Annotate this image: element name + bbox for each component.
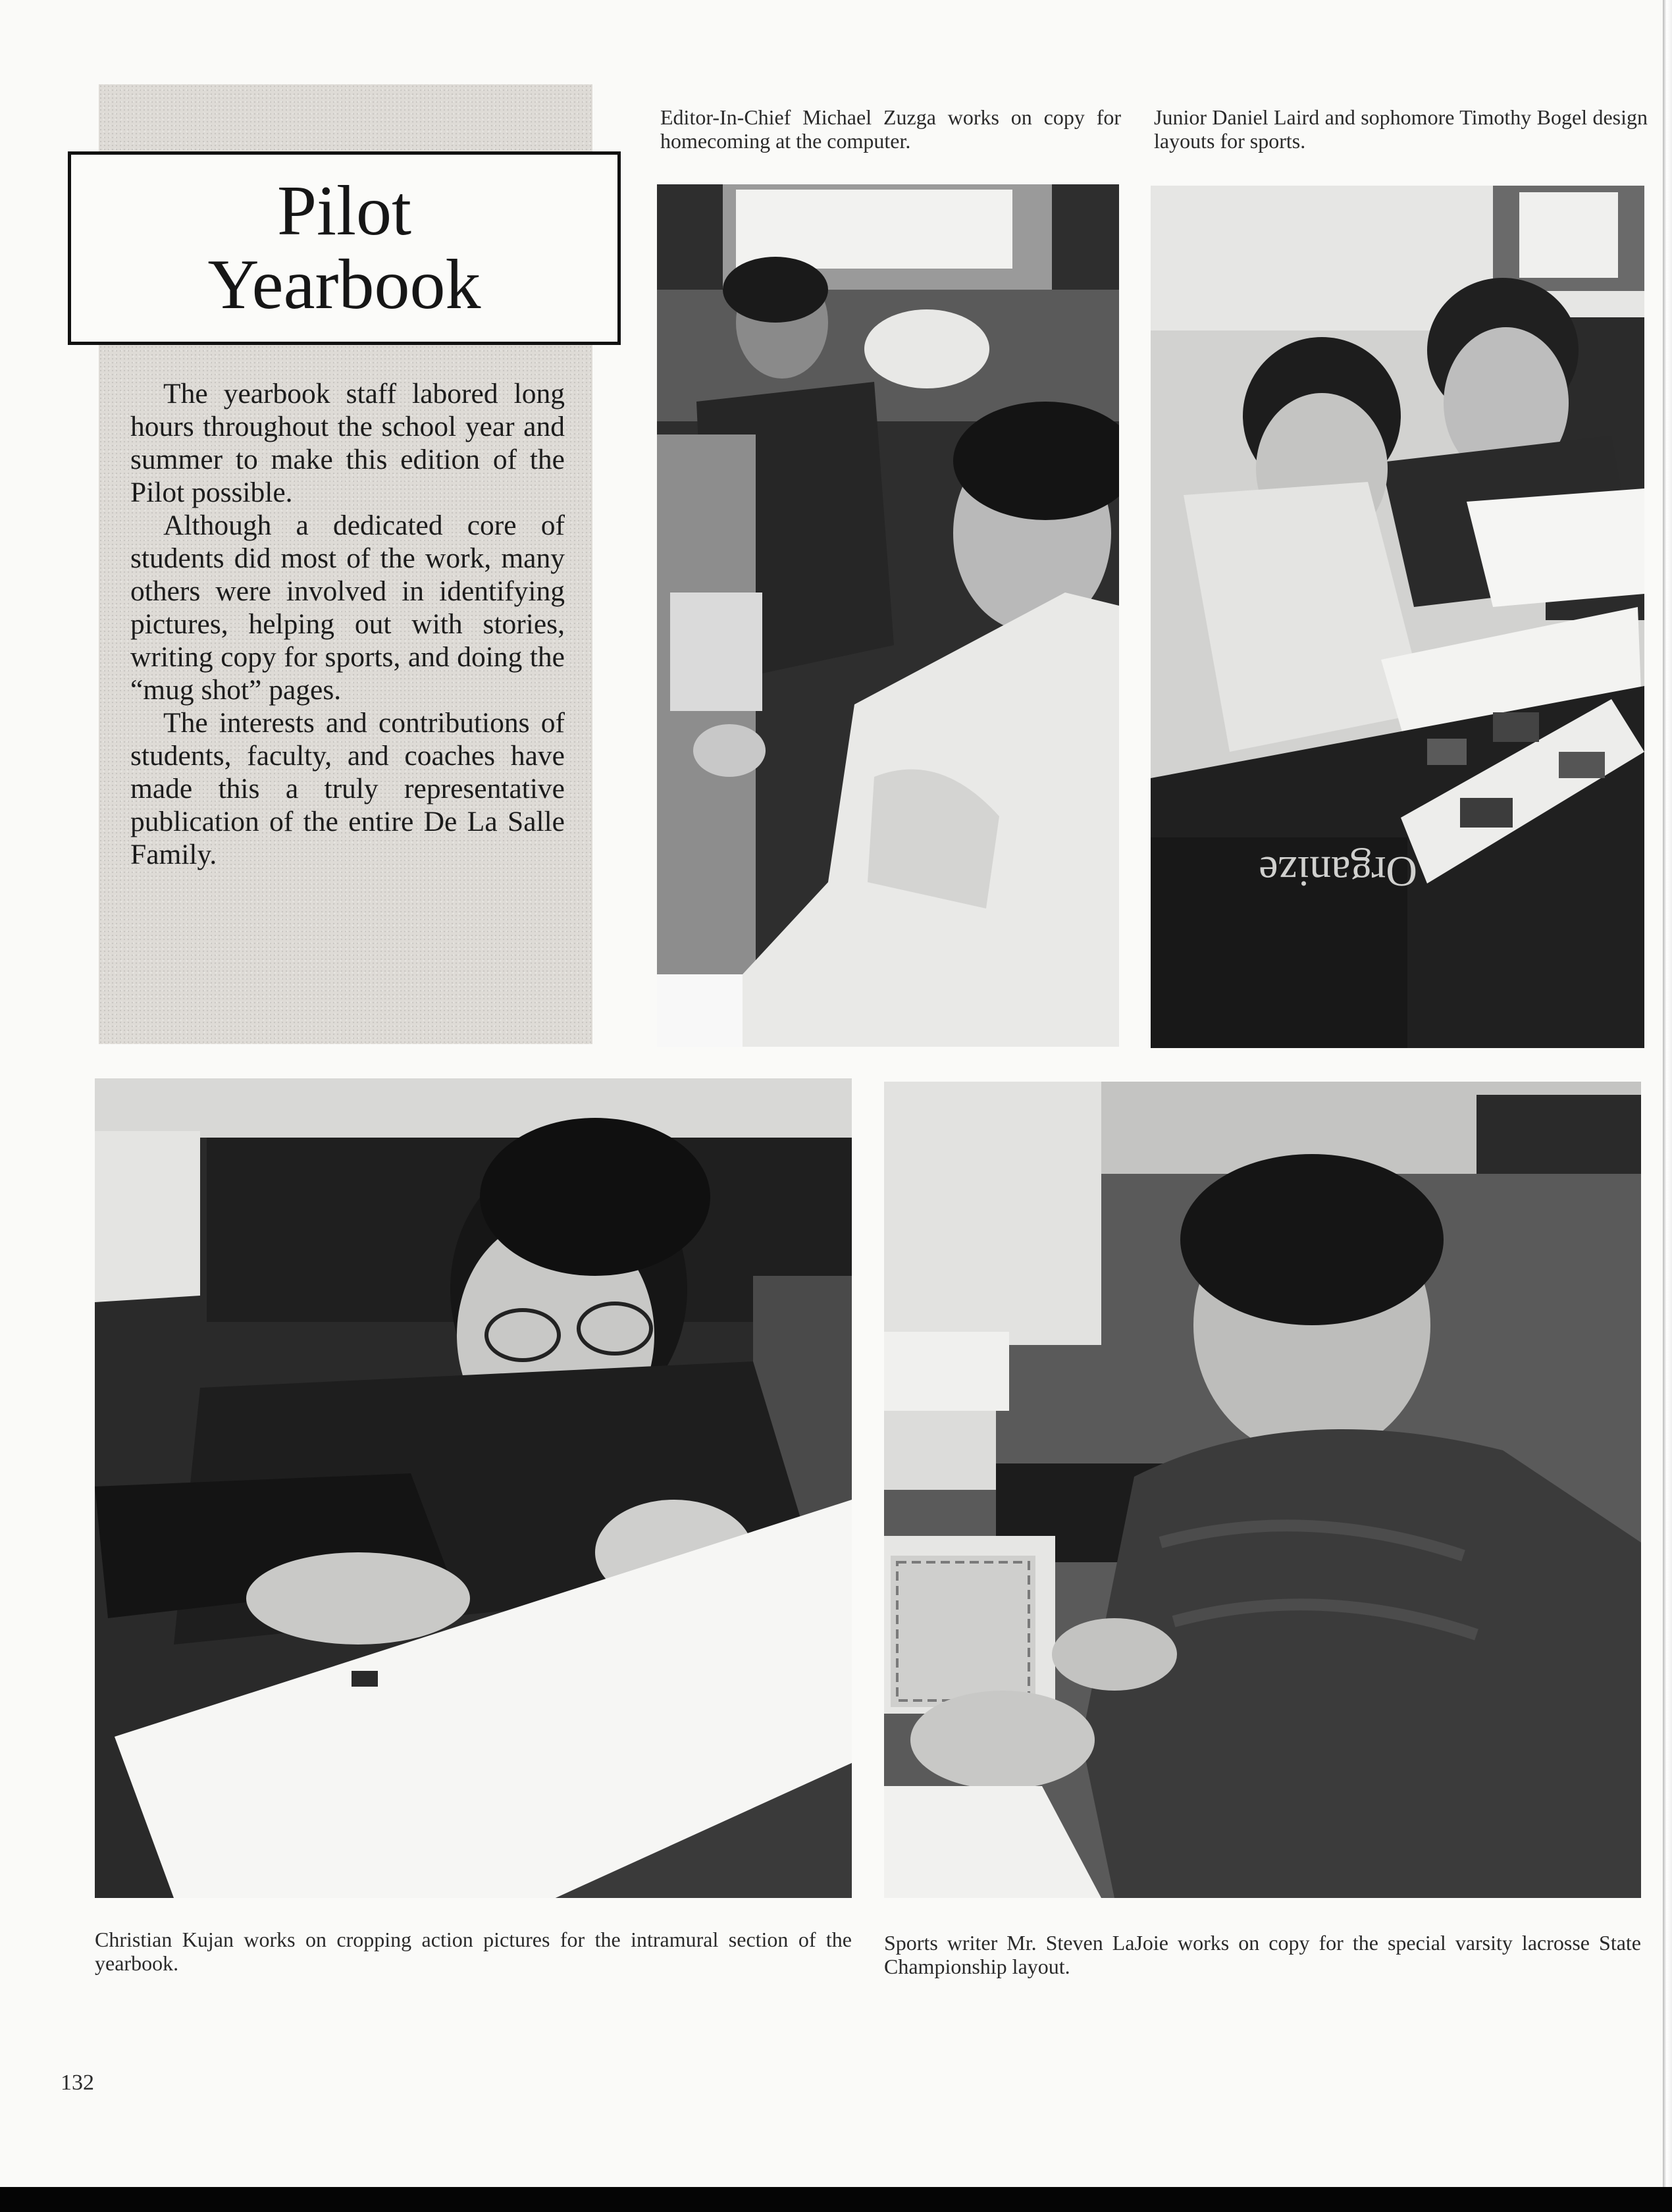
photo-sports-writer	[884, 1082, 1641, 1898]
photo-layout-design-image	[1151, 186, 1644, 1048]
binder-label: Organize	[1259, 847, 1417, 895]
page-number: 132	[61, 2070, 94, 2095]
page-title-line-2: Yearbook	[207, 246, 481, 324]
caption-photo-3: Christian Kujan works on cropping action pictures for the intramural section of the yearbook.	[95, 1928, 852, 1975]
intro-copy	[130, 377, 565, 871]
caption-photo-2: Junior Daniel Laird and sophomore Timothy Bogel design layouts for sports.	[1154, 105, 1648, 153]
page-title-line-1: Pilot	[276, 172, 412, 250]
photo-editor-at-computer-image	[657, 184, 1119, 1047]
photo-cropping-pictures-image	[95, 1078, 852, 1898]
intro-paragraph: The yearbook staff labored long hours throughout the school year and summer to make this edition of the Pilot possible.	[130, 378, 565, 508]
photo-cropping-pictures	[95, 1078, 852, 1898]
photo-layout-design	[1151, 186, 1644, 1048]
page-title-box	[68, 151, 621, 345]
keyboard-keys	[891, 1556, 1035, 1707]
scan-border	[0, 2187, 1672, 2212]
intro-paragraph: The interests and contributions of students, faculty, and coaches have made this a truly representative publication of the entire De La Salle Family.	[130, 707, 565, 870]
caption-photo-1: Editor-In-Chief Michael Zuzga works on copy for homecoming at the computer.	[660, 105, 1121, 153]
intro-paragraph: Although a dedicated core of students did most of the work, many others were involved in identifying pictures, helping out with stories, writing copy for sports, and doing the “mug shot” pages.	[130, 510, 565, 706]
photo-editor-at-computer	[657, 184, 1119, 1047]
page-edge	[1663, 0, 1672, 2187]
photo-sports-writer-image	[884, 1082, 1641, 1898]
caption-photo-4: Sports writer Mr. Steven LaJoie works on copy for the special varsity lacrosse State Championship layout.	[884, 1931, 1641, 1978]
